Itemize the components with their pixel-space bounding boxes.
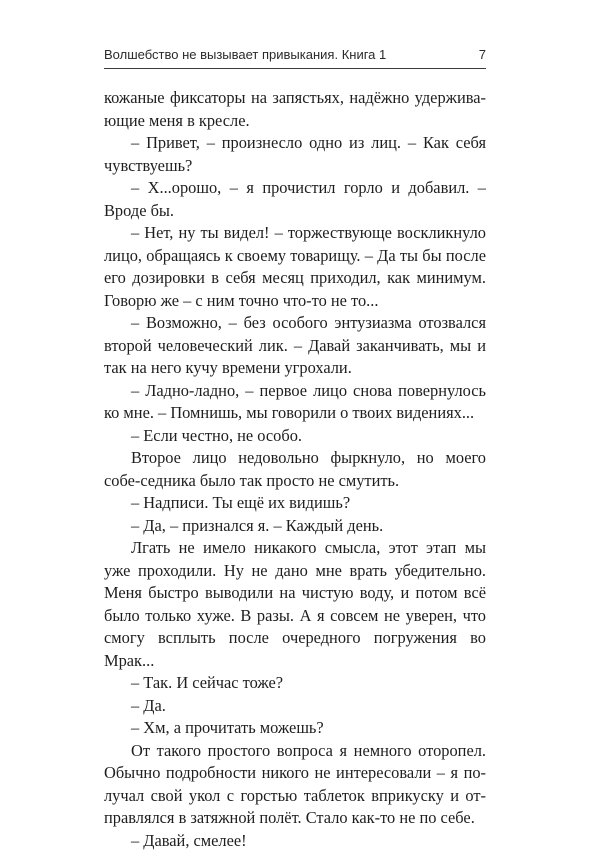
paragraph: – Х...орошо, – я прочистил горло и добавил. – Вроде бы. [104,177,486,222]
text-body [104,87,486,852]
paragraph: Лгать не имело никакого смысла, этот этап мы уже проходили. Ну не дано мне врать убедительно. Меня быстро выводили на чистую воду, и потом всё было только хуже. В разы. А я совсем не уверен, что смогу всплыть после очередного погружения во Мрак... [104,537,486,672]
paragraph: – Ладно-ладно, – первое лицо снова повернулось ко мне. – Помнишь, мы говорили о твоих видениях... [104,380,486,425]
paragraph: Второе лицо недовольно фыркнуло, но моего собе-седника было так просто не смутить. [104,447,486,492]
paragraph: – Да, – признался я. – Каждый день. [104,515,486,538]
running-head: Волшебство не вызывает привыкания. Книга 1 [104,47,386,63]
paragraph: – Нет, ну ты видел! – торжествующе воскликнуло лицо, обращаясь к своему товарищу. – Да ты бы после его дозировки в себя месяц приходил, как минимум. Говорю же – с ним точно что-то не то... [104,222,486,312]
paragraph: – Надписи. Ты ещё их видишь? [104,492,486,515]
paragraph: – Да. [104,695,486,718]
page-header [104,44,486,69]
paragraph: кожаные фиксаторы на запястьях, надёжно удержива-ющие меня в кресле. [104,87,486,132]
paragraph: – Так. И сейчас тоже? [104,672,486,695]
paragraph: – Если честно, не особо. [104,425,486,448]
page-number: 7 [479,47,486,63]
paragraph: От такого простого вопроса я немного оторопел. Обычно подробности никого не интересовали – я по-лучал свой укол с горстью таблеток вприкуску и от-правлялся в затяжной полёт. Стало как-то не по себе. [104,740,486,830]
paragraph: – Хм, а прочитать можешь? [104,717,486,740]
paragraph: – Возможно, – без особого энтузиазма отозвался второй человеческий лик. – Давай заканчивать, мы и так на него кучу времени угрохали. [104,312,486,380]
paragraph: – Привет, – произнесло одно из лиц. – Как себя чувствуешь? [104,132,486,177]
paragraph: – Давай, смелее! [104,830,486,852]
